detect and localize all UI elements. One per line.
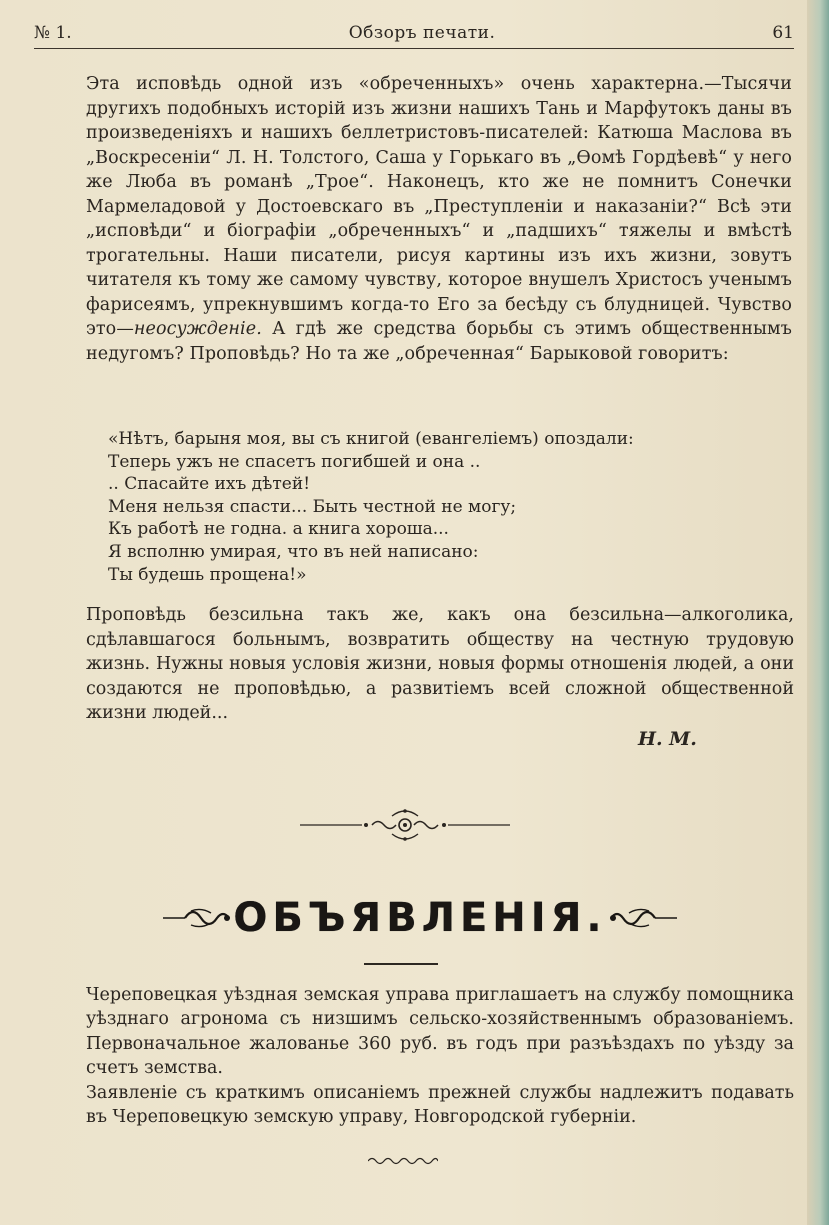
header-rule: [34, 48, 794, 49]
announcement-paragraph-1: Череповецкая уѣздная земская управа приглашаетъ на службу помощника уѣзднаго агронома съ низшимъ сельско-хозяйственнымъ образованіемъ. Первоначальное жалованье 360 руб. въ годъ при разъѣздахъ по уѣзду за счетъ земства.: [86, 985, 794, 1079]
article-paragraph-1: [86, 72, 792, 366]
heading-underline: [364, 963, 438, 965]
announcement-text: [86, 983, 794, 1129]
author-signature: Н. М.: [638, 728, 697, 750]
announcements-heading-block: [160, 888, 680, 948]
article-italic-word: неосужденіе.: [133, 319, 262, 339]
announcements-heading: ОБЪЯВЛЕНІЯ.: [233, 895, 607, 941]
poem-line: Теперь ужъ не спасетъ погибшей и она ..: [108, 451, 481, 472]
right-flourish-icon: [607, 905, 677, 931]
page-edge: [807, 0, 829, 1225]
poem-line: Меня нельзя спасти... Быть честной не могу;: [108, 496, 517, 517]
page-number: 61: [772, 23, 794, 43]
poem-line: «Нѣтъ, барыня моя, вы съ книгой (евангеліемъ) опоздали:: [108, 429, 634, 449]
left-flourish-icon: [163, 905, 233, 931]
article-paragraph-2: Проповѣдь безсильна такъ же, какъ она безсильна—алкоголика, сдѣлавшагося больнымъ, возвратить обществу на честную трудовую жизнь. Нужны новыя условія жизни, новыя формы отношенія людей, а они создаются не проповѣдью, а развитіемъ всей сложной общественной жизни людей...: [86, 605, 794, 724]
end-wave-ornament-icon: [368, 1155, 438, 1167]
poem-line: Къ работѣ не годна. а книга хороша...: [108, 519, 449, 540]
article-text: Эта исповѣдь одной изъ «обреченныхъ» очень характерна.—Тысячи другихъ подобныхъ исторій изъ жизни нашихъ Тань и Марфутокъ даны въ произведеніяхъ и нашихъ беллетристовъ-писателей: Катюша Маслова въ „Воскресеніи“ Л. Н. Толстого, Саша у Горькаго въ „Ѳомѣ Гордѣевѣ“ у него же Люба въ романѣ „Трое“. Наконецъ, кто же не помнитъ Сонечки Мармеладовой у Достоевскаго въ „Преступленіи и наказаніи?“ Всѣ эти „исповѣди“ и біографіи „обреченныхъ“ и „падшихъ“ тяжелы и вмѣстѣ трогательны. Наши писатели, рисуя картины изъ ихъ жизни, зовутъ читателя къ тому же самому чувству, которое внушелъ Христосъ ученымъ фарисеямъ, упрекнувшимъ когда-то Его за бесѣду съ блудницей. Чувство это—: [86, 74, 792, 339]
running-header: [34, 22, 794, 44]
announcement-paragraph-2: Заявленіе съ краткимъ описаніемъ прежней службы надлежитъ подавать въ Череповецкую земскую управу, Новгородской губерніи.: [86, 1082, 794, 1128]
section-divider-ornament-icon: [300, 808, 510, 842]
article-text-end: А гдѣ же средства борьбы съ этимъ общественнымъ недугомъ? Проповѣдь? Но та же „обреченная“ Барыковой говоритъ:: [86, 319, 792, 364]
poem-line: Ты будешь прощена!»: [108, 564, 307, 585]
poem-line: Я всполню умирая, что въ ней написано:: [108, 541, 479, 562]
issue-number: № 1.: [34, 23, 72, 43]
poem-quote: [108, 428, 668, 586]
poem-line: .. Спасайте ихъ дѣтей!: [108, 474, 311, 495]
section-title: Обзоръ печати.: [348, 23, 496, 43]
